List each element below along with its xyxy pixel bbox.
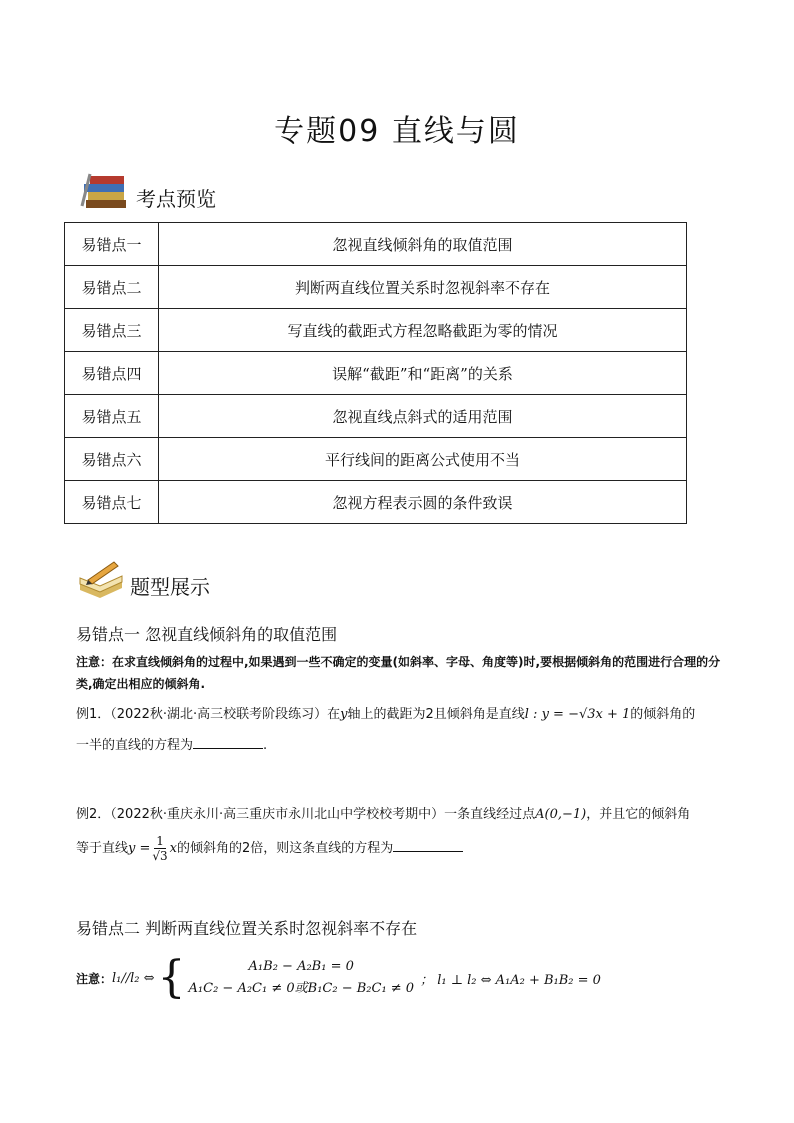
fraction-denominator: √3 <box>152 849 168 863</box>
book-pencil-icon <box>76 558 126 600</box>
example-2-text-a: 例2．（2022秋·重庆永川·高三重庆市永川北山中学校校考期中）一条直线经过点 <box>76 807 536 822</box>
point-label: 易错点五 <box>65 395 159 438</box>
example-1-end: . <box>263 738 268 753</box>
section-label-preview: 考点预览 <box>136 187 216 211</box>
preview-table <box>64 222 687 524</box>
point-description: 忽视直线倾斜角的取值范围 <box>159 223 687 266</box>
example-1-line-eq: l : y = −√3x + 1 <box>524 707 631 722</box>
books-icon <box>80 170 132 212</box>
example-1-text-b: 轴上的截距为2且倾斜角是直线 <box>347 707 525 722</box>
example-1-y: y <box>340 707 348 722</box>
example-2-text-b: ，并且它的倾斜角 <box>586 807 691 822</box>
preview-row <box>65 438 687 481</box>
answer-blank <box>393 837 463 852</box>
condition-system <box>189 956 415 1000</box>
preview-row <box>65 223 687 266</box>
example-1-text-a: 例1．（2022秋·湖北·高三校联考阶段练习）在 <box>76 707 341 722</box>
answer-blank <box>193 734 263 749</box>
note-label: 注意： <box>76 971 113 986</box>
example-2 <box>76 804 736 863</box>
point2-heading: 易错点二 判断两直线位置关系时忽视斜率不存在 <box>76 919 418 938</box>
example-2-x: x <box>169 841 178 856</box>
point-label: 易错点七 <box>65 481 159 524</box>
condition-line-2: A₁C₂ − A₂C₁ ≠ 0或B₁C₂ − B₂C₁ ≠ 0 <box>188 981 415 996</box>
example-2-point: A(0,−1) <box>535 807 587 822</box>
preview-row <box>65 395 687 438</box>
example-2-text-d: 的倾斜角的2倍，则这条直线的方程为 <box>177 841 394 856</box>
parallel-condition: l₁//l₂ ⇔ <box>112 970 155 986</box>
point-description: 忽视直线点斜式的适用范围 <box>159 395 687 438</box>
section-label-display: 题型展示 <box>130 575 210 599</box>
condition-line-1: A₁B₂ − A₂B₁ = 0 <box>248 959 354 974</box>
preview-row <box>65 481 687 524</box>
example-2-y: y = <box>128 841 151 856</box>
preview-row <box>65 309 687 352</box>
section-header-display <box>76 558 210 600</box>
example-2-text-c: 等于直线 <box>76 841 129 856</box>
point-description: 误解“截距”和“距离”的关系 <box>159 352 687 395</box>
point1-note: 注意：在求直线倾斜角的过程中,如果遇到一些不确定的变量(如斜率、字母、角度等)时,要根据倾斜角的范围进行合理的分类,确定出相应的倾斜角. <box>76 655 721 691</box>
fraction-numerator: 1 <box>156 834 164 848</box>
example-2-fraction <box>152 834 167 863</box>
page-title: 专题09 直线与圆 <box>274 114 520 149</box>
point1-heading: 易错点一 忽视直线倾斜角的取值范围 <box>76 625 338 644</box>
point-label: 易错点一 <box>65 223 159 266</box>
point-description: 判断两直线位置关系时忽视斜率不存在 <box>159 266 687 309</box>
example-1-text-c: 的倾斜角的 <box>630 707 696 722</box>
point-label: 易错点六 <box>65 438 159 481</box>
point2-condition <box>76 952 601 1003</box>
point-description: 平行线间的距离公式使用不当 <box>159 438 687 481</box>
preview-row <box>65 266 687 309</box>
section-header-preview <box>80 170 216 212</box>
left-brace: { <box>157 952 186 1003</box>
point-description: 忽视方程表示圆的条件致误 <box>159 481 687 524</box>
example-1-text-d: 一半的直线的方程为 <box>76 738 194 753</box>
example-1 <box>76 704 736 757</box>
preview-row <box>65 352 687 395</box>
point-label: 易错点二 <box>65 266 159 309</box>
perpendicular-condition: ； l₁ ⊥ l₂ ⇔ A₁A₂ + B₁B₂ = 0 <box>420 972 601 988</box>
point-description: 写直线的截距式方程忽略截距为零的情况 <box>159 309 687 352</box>
point-label: 易错点四 <box>65 352 159 395</box>
point-label: 易错点三 <box>65 309 159 352</box>
